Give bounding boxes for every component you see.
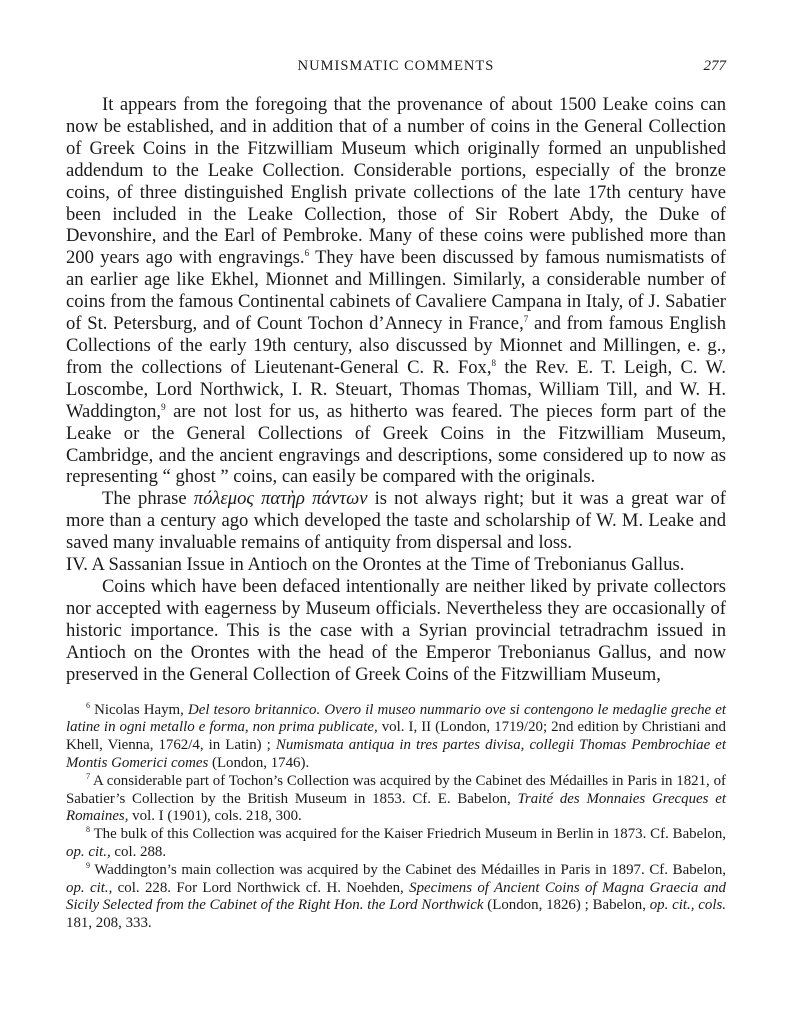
text-run: The bulk of this Collection was acquired for the Kaiser Friedrich Museum in Berlin in 1873. Cf. Babelon, [90,826,726,843]
text-run: col. 228. For Lord Northwick cf. H. Noehden, [112,879,410,896]
italic-title: Numismata antiqua in tres partes divisa, collegii Thomas Pembrochiae et Montis Gomerici comes [66,737,727,771]
text-run: 181, 208, 333. [66,915,152,932]
footnote-6 [66,702,726,773]
footnote-9 [66,862,726,933]
italic-title: Traité des Monnaies Grecques et Romaines, [66,790,726,825]
page [66,58,726,933]
italic-title: Specimens of Ancient Coins of Magna Graecia and Sicily Selected from the Cabinet of the Right Hon. the Lord Northwick [66,879,726,914]
italic-title: op. cit., [66,843,111,860]
text-run: A considerable part of Tochon’s Collection was acquired by the Cabinet des Médailles in Paris in 1821, of Sabatier’s Collection by the British Museum in 1853. Cf. E. Babelon, [66,772,726,807]
text-run: and from famous English Collections of the early 19th century, also discussed by Mionnet and Millingen, e. g., from the collections of Lieutenant-General C. R. Fox, [66,313,726,378]
paragraph [66,488,726,554]
footnote-ref[interactable]: 8 [491,357,496,368]
text-run: They have been discussed by famous numismatists of an earlier age like Ekhel, Mionnet and Millingen. Similarly, a considerable number of coins from the famous Continental cabinets of Cavaliere Campana in Italy, of J. Sabatier of St. Petersburg, and of Count Tochon d’Annecy in France, [66,247,726,335]
text-run: vol. I, II (London, 1719/20; 2nd edition by Christiani and Khell, Vienna, 1762/4, in Latin) ; [66,719,726,754]
text-run: the Rev. E. T. Leigh, C. W. Loscombe, Lord Northwick, I. R. Steuart, Thomas Thomas, William Till, and W. H. Waddington, [66,356,726,422]
greek-phrase: πόλεμος πατὴρ πάντων [193,488,368,510]
running-head [66,58,726,80]
footnote-number: 9 [86,860,90,870]
text-run: Nicolas Haym, [90,701,189,718]
footnotes [66,702,726,933]
text-run: vol. I (1901), cols. 218, 300. [128,808,302,825]
footnote-number: 6 [86,700,90,710]
text-run: (London, 1826) ; Babelon, [483,897,650,914]
footnote-number: 7 [86,771,90,781]
text-run: Waddington’s main collection was acquired by the Cabinet des Médailles in Paris in 1897. Cf. Babelon, [90,861,726,878]
text-run: is not always right; but it was a great war of more than a century ago which developed the taste and scholarship of W. M. Leake and saved many invaluable remains of antiquity from dispersal and loss. [66,488,726,554]
main-text [66,94,726,686]
italic-title: op. cit., cols. [649,897,726,914]
text-run: (London, 1746). [208,754,310,771]
section-heading: IV. A Sassanian Issue in Antioch on the Orontes at the Time of Trebonianus Gallus. [66,554,685,576]
page-number: 277 [703,58,726,74]
footnote-8 [66,826,726,862]
footnote-7 [66,773,726,826]
footnote-ref[interactable]: 7 [523,314,529,325]
italic-title: Del tesoro britannico. Overo il museo nummario ove si contengono le medaglie greche et latine in ogni metallo e forma, non prima publicate, [66,701,726,736]
footnote-ref[interactable]: 9 [161,401,166,412]
paragraph [66,94,726,488]
text-run: It appears from the foregoing that the provenance of about 1500 Leake coins can now be established, and in addition that of a number of coins in the General Collection of Greek Coins in the Fitzwilliam Museum which originally formed an unpublished addendum to the Leake Collection. Considerable portions, especially of the bronze coins, of three distinguished English private collections of the late 17th century have been included in the Leake Collection, those of Sir Robert Abdy, the Duke of Devonshire, and the Earl of Pembroke. Many of these coins were published more than 200 years ago with engravings. [66,94,726,269]
running-title: NUMISMATIC COMMENTS [297,58,495,74]
footnote-number: 8 [86,825,90,835]
paragraph: Coins which have been defaced intentionally are neither liked by private collectors nor accepted with eagerness by Museum officials. Nevertheless they are occasionally of historic importance. This is the case with a Syrian provincial tetradrachm issued in Antioch on the Orontes with the head of the Emperor Trebonianus Gallus, and now preserved in the General Collection of Greek Coins of the Fitzwilliam Museum, [66,576,726,685]
text-run: The phrase [102,488,194,510]
text-run: are not lost for us, as hitherto was feared. The pieces form part of the Leake or the General Collections of Greek Coins in the Fitzwilliam Museum, Cambridge, and the ancient engravings and descriptions, some considered up to now as representing “ ghost ” coins, can easily be compared with the originals. [66,400,726,488]
italic-title: op. cit., [66,879,113,896]
text-run: col. 288. [110,843,167,860]
footnote-ref[interactable]: 6 [304,248,310,259]
